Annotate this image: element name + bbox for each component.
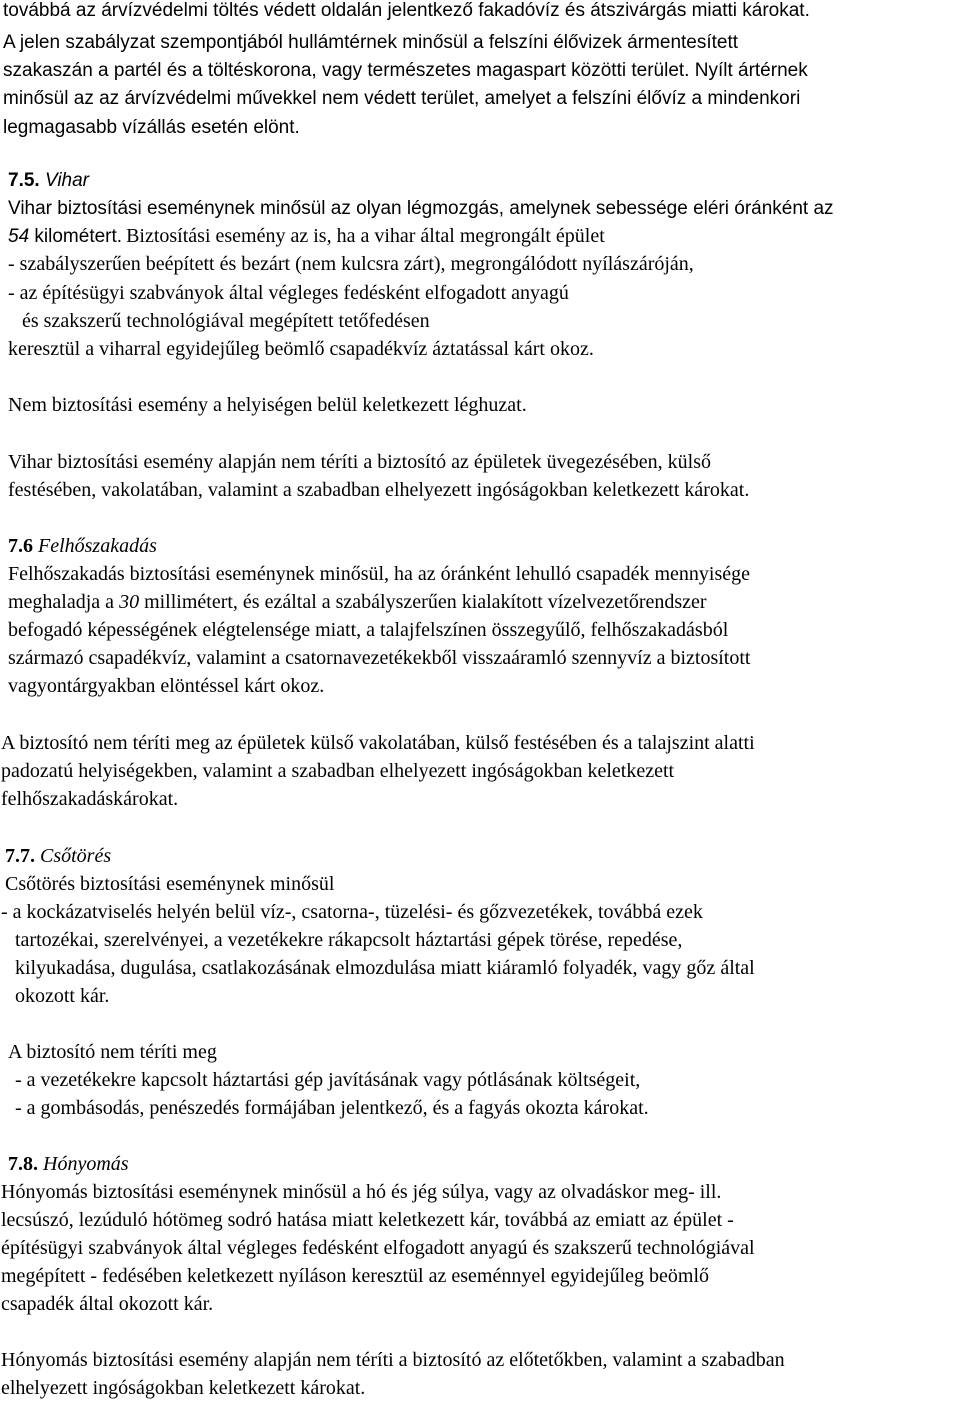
section-heading-felhoszakadas	[8, 536, 157, 556]
hony-line-1: Hónyomás biztosítási eseménynek minősül a hó és jég súlya, vagy az olvadáskor meg- ill.	[1, 1181, 722, 1203]
intro-line-3-b: Nyílt ártérnek	[694, 60, 808, 81]
vihar-line-2-b: Biztosítási esemény az is, ha a vihar által megrongált épület	[126, 225, 605, 247]
felho-line-2	[8, 592, 707, 612]
felho-line-5: vagyontárgyakban elöntéssel kárt okoz.	[8, 675, 325, 697]
vihar-bullet-end: keresztül a viharral egyidejűleg beömlő csapadékvíz áztatással kárt okoz.	[8, 338, 594, 360]
vihar-speed-value: 54	[8, 226, 30, 247]
vihar-line-1: Vihar biztosítási eseménynek minősül az olyan légmozgás, amelynek sebessége eléri óránként az	[8, 198, 834, 219]
felho-line-4: származó csapadékvíz, valamint a csatornavezetékekből visszaáramló szennyvíz a biztosított	[8, 647, 751, 669]
vihar-speed-unit: kilométert.	[34, 226, 123, 247]
vihar-bullet-2-cont: és szakszerű technológiával megépített tetőfedésen	[22, 310, 430, 332]
intro-line-3	[3, 61, 808, 80]
section-title: Csőtörés	[40, 845, 112, 867]
hony-line-2: lecsúszó, lezúduló hótömeg sodró hatása miatt keletkezett kár, továbbá az emiatt az épület -	[1, 1209, 734, 1231]
felho-line-1: Felhőszakadás biztosítási eseménynek minősül, ha az óránként lehulló csapadék mennyisége	[8, 563, 751, 585]
section-heading-vihar	[8, 171, 89, 190]
hony-p2-line-1: Hónyomás biztosítási esemény alapján nem téríti a biztosító az előtetőkben, valamint a szabadban	[1, 1349, 785, 1371]
section-number: 7.5.	[8, 170, 40, 191]
felho-line-2-b: millimétert, és ezáltal a szabályszerűen kialakított vízelvezetőrendszer	[144, 591, 707, 613]
section-heading-honyomas	[8, 1154, 129, 1174]
cso-bullet-1-cont-1: tartozékai, szerelvényei, a vezetékekre rákapcsolt háztartási gépek törése, repedése,	[15, 929, 683, 951]
cso-bullet-1-cont-3: okozott kár.	[15, 985, 110, 1007]
vihar-p3-line-1: Vihar biztosítási esemény alapján nem téríti a biztosító az épületek üvegezésében, külső	[8, 451, 711, 473]
hony-line-3: építésügyi szabványok által végleges fedésként elfogadott anyagú és szakszerű technológiával	[1, 1237, 755, 1259]
cso-bullet-1: - a kockázatviselés helyén belül víz-, csatorna-, tüzelési- és gőzvezetékek, továbbá ezek	[1, 901, 703, 923]
felho-p2-line-3: felhőszakadáskárokat.	[1, 788, 179, 810]
vihar-bullet-1: - szabályszerűen beépített és bezárt (nem kulcsra zárt), megrongálódott nyílászáróján,	[8, 253, 694, 275]
intro-line-1: továbbá az árvízvédelmi töltés védett oldalán jelentkező fakadóvíz és átszivárgás miatti károkat.	[3, 0, 810, 21]
felho-rain-value: 30	[119, 591, 140, 613]
hony-line-4: megépített - fedésében keletkezett nyíláson keresztül az eseménnyel egyidejűleg beömlő	[1, 1265, 710, 1287]
felho-p2-line-1: A biztosító nem téríti meg az épületek külső vakolatában, külső festésében és a talajszint alatti	[1, 732, 755, 754]
vihar-exclusion: Nem biztosítási esemény a helyiségen belül keletkezett léghuzat.	[8, 394, 527, 416]
cso-line-1: Csőtörés biztosítási eseménynek minősül	[5, 873, 335, 895]
hony-p2-line-2: elhelyezett ingóságokban keletkezett károkat.	[1, 1377, 366, 1399]
vihar-line-2	[8, 226, 605, 246]
vihar-p3-line-2: festésében, vakolatában, valamint a szabadban elhelyezett ingóságokban keletkezett károkat.	[8, 479, 750, 501]
felho-p2-line-2: padozatú helyiségekben, valamint a szabadban elhelyezett ingóságokban keletkezett	[1, 760, 675, 782]
felho-line-3: befogadó képességének elégtelensége miatt, a talajfelszínen összegyűlő, felhőszakadásból	[8, 619, 729, 641]
section-number: 7.8.	[8, 1153, 38, 1175]
intro-line-5: legmagasabb vízállás esetén elönt.	[3, 117, 300, 138]
section-heading-csotores	[5, 846, 111, 866]
intro-line-3-a: szakaszán a partél és a töltéskorona, vagy természetes magaspart közötti terület.	[3, 60, 690, 81]
section-title: Felhőszakadás	[38, 535, 157, 557]
section-title: Hónyomás	[43, 1153, 129, 1175]
vihar-bullet-2: - az építésügyi szabványok által végleges fedésként elfogadott anyagú	[8, 282, 569, 304]
section-title: Vihar	[44, 170, 89, 191]
intro-line-2: A jelen szabályzat szempontjából hullámtérnek minősül a felszíni élővizek ármentesített	[3, 32, 739, 53]
section-number: 7.6	[8, 535, 33, 557]
cso-exclusion-2: - a gombásodás, penészedés formájában jelentkező, és a fagyás okozta károkat.	[15, 1097, 649, 1119]
felho-line-2-a: meghaladja a	[8, 591, 115, 613]
cso-exclusion-1: - a vezetékekre kapcsolt háztartási gép javításának vagy pótlásának költségeit,	[15, 1069, 641, 1091]
hony-line-5: csapadék által okozott kár.	[1, 1293, 214, 1315]
cso-exclusion-title: A biztosító nem téríti meg	[8, 1041, 217, 1063]
cso-bullet-1-cont-2: kilyukadása, dugulása, csatlakozásának elmozdulása miatt kiáramló folyadék, vagy gőz által	[15, 957, 755, 979]
intro-line-4: minősül az az árvízvédelmi művekkel nem védett terület, amelyet a felszíni élővíz a mindenkori	[3, 88, 801, 109]
vihar-line-2-a	[8, 226, 122, 247]
section-number: 7.7.	[5, 845, 35, 867]
